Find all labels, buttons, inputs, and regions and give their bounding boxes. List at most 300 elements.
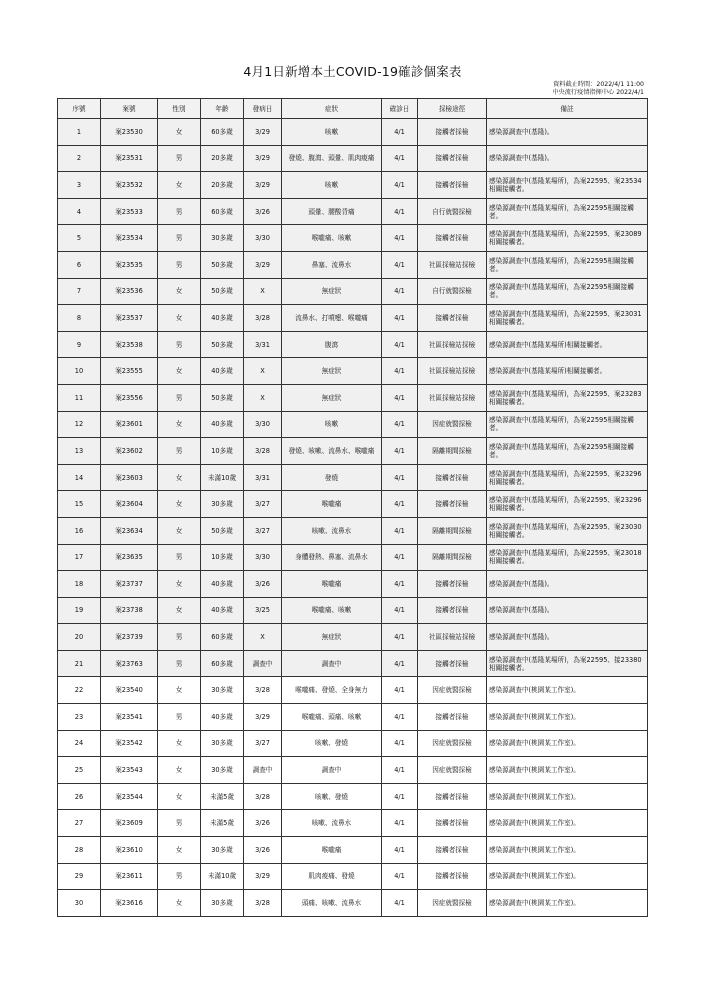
cell-case-no: 案23739	[101, 624, 158, 651]
cell-age: 40多歲	[201, 411, 244, 438]
cell-case-no: 案23533	[101, 198, 158, 225]
cell-diagnosis-date: 4/1	[382, 491, 418, 518]
cell-onset: 3/26	[244, 198, 282, 225]
cell-age: 40多歲	[201, 358, 244, 385]
cell-case-no: 案23763	[101, 650, 158, 677]
cell-gender: 男	[158, 810, 201, 837]
table-row	[58, 597, 648, 624]
table-row	[58, 331, 648, 358]
cell-test-route: 接觸者採檢	[418, 491, 487, 518]
cell-notes: 感染源調查中(桃園某工作室)。	[487, 704, 648, 731]
cell-notes: 感染源調查中(桃園某工作室)。	[487, 863, 648, 890]
cell-symptoms: 腹瀉	[282, 331, 382, 358]
table-row	[58, 624, 648, 651]
cell-index: 24	[58, 730, 101, 757]
cell-test-route: 因症就醫採檢	[418, 730, 487, 757]
table-row	[58, 810, 648, 837]
cell-case-no: 案23635	[101, 544, 158, 571]
cell-diagnosis-date: 4/1	[382, 757, 418, 784]
cell-onset: 調查中	[244, 650, 282, 677]
cell-test-route: 接觸者採檢	[418, 863, 487, 890]
table-row	[58, 119, 648, 146]
cell-symptoms: 肌肉痠痛、發燒	[282, 863, 382, 890]
cell-symptoms: 發燒	[282, 464, 382, 491]
cell-gender: 男	[158, 650, 201, 677]
cell-symptoms: 咳嗽、發燒	[282, 730, 382, 757]
cell-notes: 感染源調查中(基隆某場所)，為案22595、案23018相關接觸者。	[487, 544, 648, 571]
cell-index: 5	[58, 225, 101, 252]
cell-diagnosis-date: 4/1	[382, 172, 418, 199]
cell-diagnosis-date: 4/1	[382, 890, 418, 917]
cell-test-route: 因症就醫採檢	[418, 890, 487, 917]
cell-test-route: 接觸者採檢	[418, 571, 487, 598]
cell-index: 30	[58, 890, 101, 917]
cell-test-route: 接觸者採檢	[418, 172, 487, 199]
cell-index: 7	[58, 278, 101, 305]
cell-test-route: 社區採檢站採檢	[418, 251, 487, 278]
cell-notes: 感染源調查中(基隆某場所)，為案22595相關接觸者。	[487, 411, 648, 438]
cell-test-route: 接觸者採檢	[418, 704, 487, 731]
cell-age: 50多歲	[201, 517, 244, 544]
cell-diagnosis-date: 4/1	[382, 251, 418, 278]
cell-age: 40多歲	[201, 597, 244, 624]
cell-diagnosis-date: 4/1	[382, 544, 418, 571]
cell-test-route: 接觸者採檢	[418, 783, 487, 810]
cell-symptoms: 喉嚨痛、發燒、全身無力	[282, 677, 382, 704]
cell-notes: 感染源調查中(基隆某場所)相關接觸者。	[487, 358, 648, 385]
cell-age: 50多歲	[201, 278, 244, 305]
cell-notes: 感染源調查中(基隆某場所)，為案22595相關接觸者。	[487, 278, 648, 305]
cell-symptoms: 流鼻水、打噴嚏、喉嚨痛	[282, 305, 382, 332]
cell-age: 50多歲	[201, 251, 244, 278]
cell-symptoms: 喉嚨痛	[282, 491, 382, 518]
cell-diagnosis-date: 4/1	[382, 145, 418, 172]
table-row	[58, 198, 648, 225]
cell-onset: X	[244, 384, 282, 411]
cell-onset: X	[244, 278, 282, 305]
cell-notes: 感染源調查中(基隆某場所)，為案22595相關接觸者。	[487, 198, 648, 225]
cell-symptoms: 咳嗽	[282, 172, 382, 199]
table-row	[58, 863, 648, 890]
cell-onset: 3/31	[244, 331, 282, 358]
cell-index: 26	[58, 783, 101, 810]
cell-gender: 女	[158, 837, 201, 864]
cell-age: 未滿10歲	[201, 464, 244, 491]
col-header-diagnosis-date: 確診日	[382, 99, 418, 119]
cell-onset: 3/29	[244, 251, 282, 278]
cell-test-route: 接觸者採檢	[418, 305, 487, 332]
cell-case-no: 案23601	[101, 411, 158, 438]
cell-age: 40多歲	[201, 704, 244, 731]
cell-test-route: 自行就醫採檢	[418, 278, 487, 305]
cell-gender: 女	[158, 305, 201, 332]
cell-case-no: 案23738	[101, 597, 158, 624]
cell-onset: 3/29	[244, 863, 282, 890]
cell-gender: 女	[158, 783, 201, 810]
cell-index: 16	[58, 517, 101, 544]
table-row	[58, 757, 648, 784]
cell-onset: 3/30	[244, 225, 282, 252]
case-table	[57, 98, 648, 917]
cell-age: 50多歲	[201, 331, 244, 358]
cell-test-route: 因症就醫採檢	[418, 757, 487, 784]
cell-test-route: 社區採檢站採檢	[418, 358, 487, 385]
cell-case-no: 案23634	[101, 517, 158, 544]
cell-diagnosis-date: 4/1	[382, 650, 418, 677]
table-row	[58, 650, 648, 677]
col-header-notes: 備註	[487, 99, 648, 119]
col-header-case-no: 案號	[101, 99, 158, 119]
col-header-gender: 性別	[158, 99, 201, 119]
cell-symptoms: 調查中	[282, 757, 382, 784]
cell-gender: 男	[158, 198, 201, 225]
cell-gender: 女	[158, 358, 201, 385]
cell-gender: 男	[158, 251, 201, 278]
cell-symptoms: 咳嗽	[282, 411, 382, 438]
cell-gender: 女	[158, 491, 201, 518]
cell-index: 13	[58, 438, 101, 465]
cell-index: 19	[58, 597, 101, 624]
cell-diagnosis-date: 4/1	[382, 278, 418, 305]
cell-age: 30多歲	[201, 757, 244, 784]
cell-age: 30多歲	[201, 677, 244, 704]
cell-age: 40多歲	[201, 571, 244, 598]
cell-onset: 3/27	[244, 730, 282, 757]
cell-test-route: 接觸者採檢	[418, 225, 487, 252]
cell-onset: 3/29	[244, 145, 282, 172]
cell-age: 60多歲	[201, 119, 244, 146]
cell-gender: 女	[158, 757, 201, 784]
cell-case-no: 案23604	[101, 491, 158, 518]
cell-age: 30多歲	[201, 730, 244, 757]
table-header-row	[58, 99, 648, 119]
cell-onset: 調查中	[244, 757, 282, 784]
cell-test-route: 接觸者採檢	[418, 650, 487, 677]
cell-notes: 感染源調查中(基隆某場所)，為案22595、接23380相關接觸者。	[487, 650, 648, 677]
cell-gender: 男	[158, 863, 201, 890]
table-row	[58, 704, 648, 731]
cell-diagnosis-date: 4/1	[382, 837, 418, 864]
cell-index: 25	[58, 757, 101, 784]
cell-case-no: 案23536	[101, 278, 158, 305]
cell-onset: 3/25	[244, 597, 282, 624]
cell-onset: 3/28	[244, 890, 282, 917]
cell-gender: 女	[158, 571, 201, 598]
table-row	[58, 837, 648, 864]
cell-age: 10多歲	[201, 438, 244, 465]
cell-symptoms: 喉嚨痛	[282, 837, 382, 864]
cell-gender: 女	[158, 890, 201, 917]
cell-symptoms: 無症狀	[282, 624, 382, 651]
cell-onset: 3/30	[244, 544, 282, 571]
col-header-test-route: 採檢途徑	[418, 99, 487, 119]
table-row	[58, 890, 648, 917]
table-row	[58, 172, 648, 199]
cell-symptoms: 身體發熱、鼻塞、流鼻水	[282, 544, 382, 571]
cell-symptoms: 頭暈、腰酸背痛	[282, 198, 382, 225]
table-row	[58, 677, 648, 704]
cell-diagnosis-date: 4/1	[382, 198, 418, 225]
cell-diagnosis-date: 4/1	[382, 305, 418, 332]
cell-age: 60多歲	[201, 650, 244, 677]
cell-diagnosis-date: 4/1	[382, 384, 418, 411]
cell-case-no: 案23609	[101, 810, 158, 837]
cell-diagnosis-date: 4/1	[382, 863, 418, 890]
cell-diagnosis-date: 4/1	[382, 597, 418, 624]
cell-index: 6	[58, 251, 101, 278]
cell-gender: 男	[158, 331, 201, 358]
cell-index: 23	[58, 704, 101, 731]
cell-test-route: 社區採檢站採檢	[418, 331, 487, 358]
cell-diagnosis-date: 4/1	[382, 517, 418, 544]
cell-diagnosis-date: 4/1	[382, 331, 418, 358]
cell-test-route: 接觸者採檢	[418, 119, 487, 146]
cell-onset: 3/26	[244, 837, 282, 864]
cell-case-no: 案23603	[101, 464, 158, 491]
cell-index: 11	[58, 384, 101, 411]
table-row	[58, 225, 648, 252]
cell-index: 1	[58, 119, 101, 146]
cell-gender: 男	[158, 544, 201, 571]
cell-case-no: 案23534	[101, 225, 158, 252]
cell-case-no: 案23538	[101, 331, 158, 358]
table-row	[58, 464, 648, 491]
cell-symptoms: 鼻塞、流鼻水	[282, 251, 382, 278]
cell-test-route: 接觸者採檢	[418, 464, 487, 491]
cell-gender: 女	[158, 677, 201, 704]
cell-gender: 男	[158, 704, 201, 731]
cell-test-route: 接觸者採檢	[418, 837, 487, 864]
cell-diagnosis-date: 4/1	[382, 730, 418, 757]
cell-diagnosis-date: 4/1	[382, 119, 418, 146]
cell-gender: 女	[158, 464, 201, 491]
cell-index: 3	[58, 172, 101, 199]
cell-test-route: 因症就醫採檢	[418, 411, 487, 438]
cell-onset: 3/29	[244, 119, 282, 146]
cell-symptoms: 咳嗽、發燒	[282, 783, 382, 810]
cell-index: 2	[58, 145, 101, 172]
cell-case-no: 案23602	[101, 438, 158, 465]
cell-index: 10	[58, 358, 101, 385]
cell-age: 未滿10歲	[201, 863, 244, 890]
cell-onset: X	[244, 624, 282, 651]
table-row	[58, 517, 648, 544]
col-header-index: 序號	[58, 99, 101, 119]
cell-case-no: 案23530	[101, 119, 158, 146]
cell-test-route: 接觸者採檢	[418, 145, 487, 172]
cell-onset: 3/26	[244, 571, 282, 598]
cell-case-no: 案23610	[101, 837, 158, 864]
table-row	[58, 783, 648, 810]
table-row	[58, 730, 648, 757]
cell-symptoms: 咳嗽、流鼻水	[282, 517, 382, 544]
table-row	[58, 145, 648, 172]
cell-notes: 感染源調查中(基隆某場所)，為案22595、案23534相關接觸者。	[487, 172, 648, 199]
cell-gender: 女	[158, 119, 201, 146]
cell-index: 18	[58, 571, 101, 598]
table-row	[58, 305, 648, 332]
cell-notes: 感染源調查中(基隆)。	[487, 597, 648, 624]
cell-case-no: 案23544	[101, 783, 158, 810]
cell-onset: 3/29	[244, 704, 282, 731]
table-row	[58, 411, 648, 438]
cell-symptoms: 發燒、咳嗽、流鼻水、喉嚨痛	[282, 438, 382, 465]
col-header-symptoms: 症狀	[282, 99, 382, 119]
cell-index: 15	[58, 491, 101, 518]
cell-notes: 感染源調查中(基隆)。	[487, 119, 648, 146]
cell-age: 20多歲	[201, 145, 244, 172]
cell-onset: 3/28	[244, 677, 282, 704]
cell-gender: 男	[158, 145, 201, 172]
cell-case-no: 案23532	[101, 172, 158, 199]
cell-case-no: 案23543	[101, 757, 158, 784]
cell-onset: 3/31	[244, 464, 282, 491]
cell-age: 30多歲	[201, 225, 244, 252]
cell-notes: 感染源調查中(基隆)。	[487, 624, 648, 651]
col-header-age: 年齡	[201, 99, 244, 119]
cell-notes: 感染源調查中(桃園某工作室)。	[487, 730, 648, 757]
cell-test-route: 隔離期間採檢	[418, 544, 487, 571]
cell-test-route: 社區採檢站採檢	[418, 624, 487, 651]
cell-notes: 感染源調查中(基隆某場所)，為案22595相關接觸者。	[487, 251, 648, 278]
page-title: 4月1日新增本土COVID-19確診個案表	[243, 64, 462, 79]
cell-index: 4	[58, 198, 101, 225]
cell-index: 27	[58, 810, 101, 837]
cell-notes: 感染源調查中(基隆某場所)，為案22595、案23030相關接觸者。	[487, 517, 648, 544]
cell-case-no: 案23555	[101, 358, 158, 385]
data-cutoff-time: 資料截止時間：2022/4/1 11:00	[553, 81, 644, 88]
cell-case-no: 案23611	[101, 863, 158, 890]
cell-age: 30多歲	[201, 890, 244, 917]
cell-notes: 感染源調查中(基隆某場所)，為案22595相關接觸者。	[487, 438, 648, 465]
cell-diagnosis-date: 4/1	[382, 225, 418, 252]
cell-gender: 男	[158, 624, 201, 651]
cell-symptoms: 喉嚨痛、咳嗽	[282, 597, 382, 624]
table-row	[58, 251, 648, 278]
cell-case-no: 案23737	[101, 571, 158, 598]
cell-test-route: 自行就醫採檢	[418, 198, 487, 225]
cell-age: 40多歲	[201, 305, 244, 332]
table-row	[58, 358, 648, 385]
cell-test-route: 接觸者採檢	[418, 810, 487, 837]
cell-onset: 3/28	[244, 305, 282, 332]
table-row	[58, 571, 648, 598]
cell-case-no: 案23540	[101, 677, 158, 704]
cell-notes: 感染源調查中(桃園某工作室)。	[487, 757, 648, 784]
cell-age: 50多歲	[201, 384, 244, 411]
table-row	[58, 544, 648, 571]
cell-diagnosis-date: 4/1	[382, 624, 418, 651]
cell-notes: 感染源調查中(基隆某場所)，為案22595、案23283相關接觸者。	[487, 384, 648, 411]
cell-index: 17	[58, 544, 101, 571]
cell-diagnosis-date: 4/1	[382, 783, 418, 810]
cell-gender: 男	[158, 225, 201, 252]
table-row	[58, 438, 648, 465]
cell-case-no: 案23535	[101, 251, 158, 278]
cell-test-route: 隔離期間採檢	[418, 438, 487, 465]
cell-age: 未滿5歲	[201, 783, 244, 810]
cell-notes: 感染源調查中(基隆某場所)相關接觸者。	[487, 331, 648, 358]
cell-symptoms: 喉嚨痛、咳嗽	[282, 225, 382, 252]
cell-symptoms: 喉嚨痛、頭痛、咳嗽	[282, 704, 382, 731]
cell-gender: 女	[158, 730, 201, 757]
cell-onset: 3/28	[244, 783, 282, 810]
cell-diagnosis-date: 4/1	[382, 411, 418, 438]
cell-symptoms: 喉嚨痛	[282, 571, 382, 598]
cell-notes: 感染源調查中(桃園某工作室)。	[487, 810, 648, 837]
cell-notes: 感染源調查中(基隆)。	[487, 571, 648, 598]
cell-notes: 感染源調查中(基隆)。	[487, 145, 648, 172]
cell-gender: 女	[158, 597, 201, 624]
cell-onset: 3/27	[244, 517, 282, 544]
table-row	[58, 384, 648, 411]
cell-gender: 女	[158, 411, 201, 438]
cell-gender: 男	[158, 438, 201, 465]
cell-age: 10多歲	[201, 544, 244, 571]
cell-symptoms: 頭痛、咳嗽、流鼻水	[282, 890, 382, 917]
cell-index: 9	[58, 331, 101, 358]
data-cutoff-info	[552, 81, 644, 98]
cell-diagnosis-date: 4/1	[382, 571, 418, 598]
cell-symptoms: 發燒、腹瀉、頭暈、肌肉痠痛	[282, 145, 382, 172]
cell-notes: 感染源調查中(基隆某場所)，為案22595、案23296相關接觸者。	[487, 491, 648, 518]
cell-gender: 女	[158, 172, 201, 199]
cell-index: 12	[58, 411, 101, 438]
cell-age: 60多歲	[201, 198, 244, 225]
cell-onset: 3/28	[244, 438, 282, 465]
cell-onset: X	[244, 358, 282, 385]
cell-symptoms: 無症狀	[282, 358, 382, 385]
cell-case-no: 案23531	[101, 145, 158, 172]
cell-case-no: 案23542	[101, 730, 158, 757]
cell-diagnosis-date: 4/1	[382, 677, 418, 704]
table-row	[58, 278, 648, 305]
cell-test-route: 社區採檢站採檢	[418, 384, 487, 411]
table-row	[58, 491, 648, 518]
cell-notes: 感染源調查中(桃園某工作室)。	[487, 890, 648, 917]
cell-index: 28	[58, 837, 101, 864]
cell-index: 20	[58, 624, 101, 651]
cell-gender: 男	[158, 384, 201, 411]
cell-age: 60多歲	[201, 624, 244, 651]
cell-test-route: 隔離期間採檢	[418, 517, 487, 544]
cell-diagnosis-date: 4/1	[382, 358, 418, 385]
cell-onset: 3/27	[244, 491, 282, 518]
cell-symptoms: 無症狀	[282, 384, 382, 411]
cell-age: 30多歲	[201, 491, 244, 518]
cell-notes: 感染源調查中(基隆某場所)，為案22595、案23296相關接觸者。	[487, 464, 648, 491]
cell-diagnosis-date: 4/1	[382, 704, 418, 731]
cell-symptoms: 無症狀	[282, 278, 382, 305]
cell-index: 14	[58, 464, 101, 491]
data-source: 中央流行疫情指揮中心 2022/4/1	[552, 89, 644, 97]
cell-age: 30多歲	[201, 837, 244, 864]
cell-case-no: 案23616	[101, 890, 158, 917]
cell-index: 8	[58, 305, 101, 332]
cell-diagnosis-date: 4/1	[382, 438, 418, 465]
cell-symptoms: 咳嗽、流鼻水	[282, 810, 382, 837]
cell-symptoms: 咳嗽	[282, 119, 382, 146]
cell-notes: 感染源調查中(桃園某工作室)。	[487, 837, 648, 864]
cell-notes: 感染源調查中(桃園某工作室)。	[487, 677, 648, 704]
cell-diagnosis-date: 4/1	[382, 464, 418, 491]
cell-onset: 3/29	[244, 172, 282, 199]
cell-notes: 感染源調查中(基隆某場所)，為案22595、案23089相關接觸者。	[487, 225, 648, 252]
cell-age: 20多歲	[201, 172, 244, 199]
cell-age: 未滿5歲	[201, 810, 244, 837]
cell-index: 21	[58, 650, 101, 677]
cell-test-route: 接觸者採檢	[418, 597, 487, 624]
